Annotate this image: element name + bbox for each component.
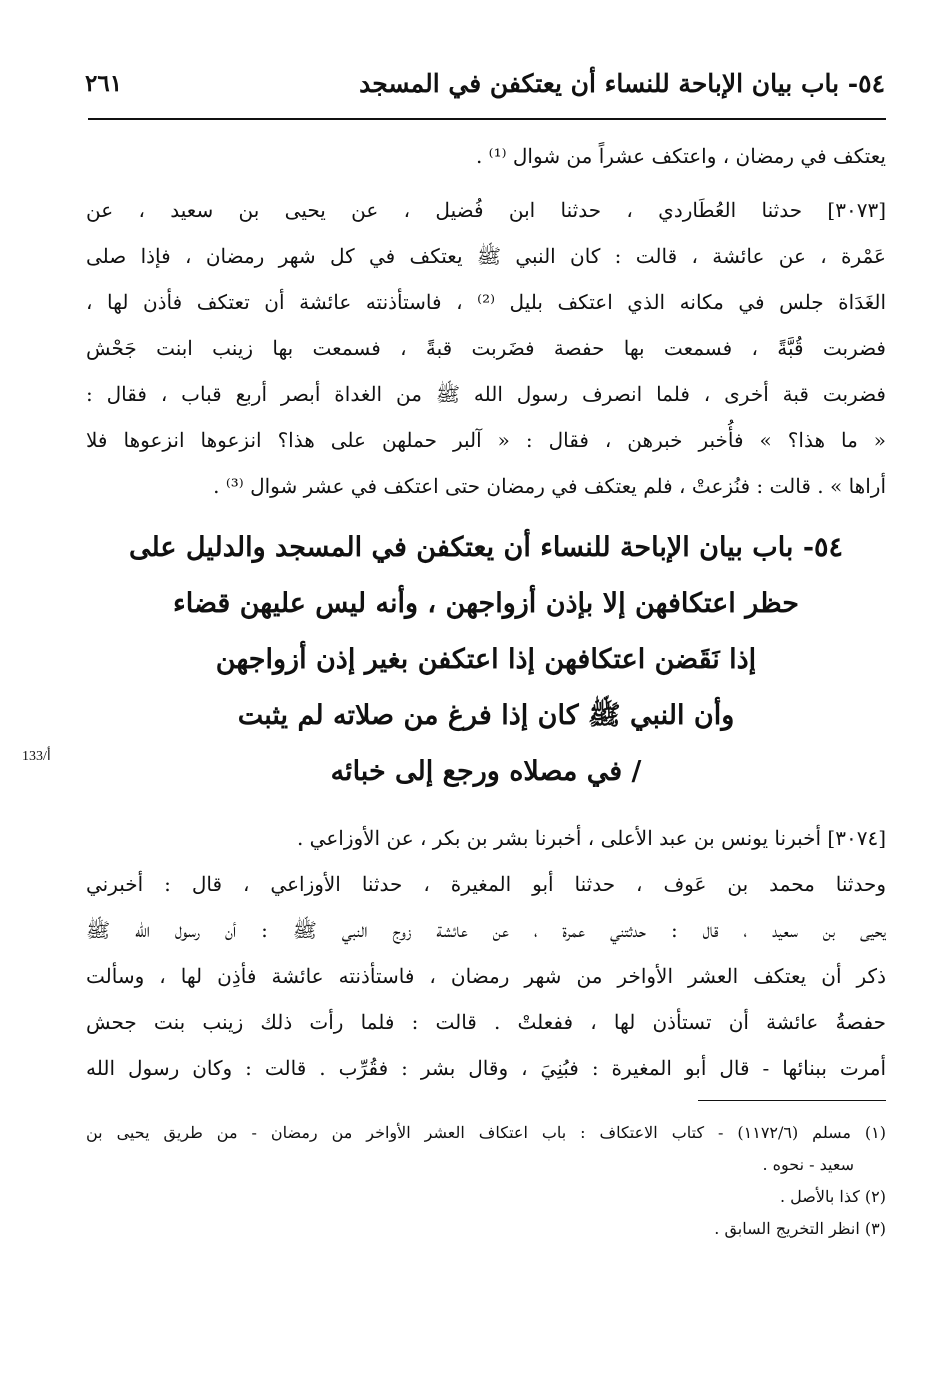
chapter-heading-line: وأن النبي ﷺ كان إذا فرغ من صلاته لم يثبت [237,700,735,731]
text-line: عَمْرة ، عن عائشة ، قالت : كان النبي ﷺ يعتكف في كل شهر رمضان ، فإذا صلى [86,244,886,268]
text-line: فضربت قُبَّةً ، فسمعت بها حفصة فضَربت قبةً ، فسمعت بها زينب ابنت جَحْش [86,336,886,360]
running-title: ٥٤- باب بيان الإباحة للنساء أن يعتكفن في المسجد [359,68,885,98]
footnote-3: (٣) انظر التخريج السابق . [714,1219,886,1238]
text-line: فضربت قبة أخرى ، فلما انصرف رسول الله ﷺ من الغداة أبصر أربع قباب ، فقال : [86,382,886,406]
page-header [85,60,885,106]
footnote-2: (٢) كذا بالأصل . [779,1187,886,1206]
text-line: يحيى بن سعيد ، قال : حدثتني عمرة ، عن عائشة زوج النبي ﷺ : أن رسول الله ﷺ [86,918,886,942]
text-line: يعتكف في رمضان ، واعتكف عشراً من شوال ⁽¹⁾ . [475,144,886,168]
text-line: وحدثنا محمد بن عَوف ، حدثنا أبو المغيرة ، حدثنا الأوزاعي ، قال : أخبرني [86,872,886,896]
text-line: « ما هذا؟ » فأُخبر خبرهن ، فقال : « آلبر حملهن على هذا؟ انزعوها انزعوها فلا [86,428,886,452]
text-line: أمرت ببنائها - قال أبو المغيرة : فبُنِيَ ، وقال بشر : فقُرِّب . قالت : وكان رسول الله [86,1056,886,1080]
footnote-1-continued: سعيد - نحوه . [762,1155,854,1174]
text-line: ذكر أن يعتكف العشر الأواخر من شهر رمضان ، فاستأذنته عائشة فأذِن لها ، وسألت [86,964,886,988]
text-line: الغَدَاة جلس في مكانه الذي اعتكف بليل ⁽²⁾ ، فاستأذنته عائشة أن تعتكف فأذن لها ، [86,290,886,314]
text-line: حفصةُ عائشة أن تستأذن لها ، ففعلتْ . قالت : فلما رأت ذلك زينب بنت جحش [86,1010,886,1034]
chapter-heading-line: ٥٤- باب بيان الإباحة للنساء أن يعتكفن في المسجد والدليل على [128,532,844,563]
hadith-3074-line: [٣٠٧٤] أخبرنا يونس بن عبد الأعلى ، أخبرنا بشر بن بكر ، عن الأوزاعي . [296,826,886,850]
text-line: أراها » . قالت : فنُزعتْ ، فلم يعتكف في رمضان حتى اعتكف في عشر شوال ⁽³⁾ . [213,474,886,498]
chapter-heading-line: إذا نَقَضن اعتكافهن إذا اعتكفن بغير إذن أزواجهن [215,644,757,675]
chapter-heading-line: حظر اعتكافهن إلا بإذن أزواجهن ، وأنه ليس عليهن قضاء [173,588,799,619]
page-number: ٢٦١ [85,69,123,97]
footnote-rule [698,1100,886,1101]
hadith-3073-line: [٣٠٧٣] حدثنا العُطَاردي ، حدثنا ابن فُضيل ، عن يحيى بن سعيد ، عن [86,198,886,222]
manuscript-folio-reference: 133/أ [22,749,51,764]
chapter-heading-line: / في مصلاه ورجع إلى خبائه [330,756,642,787]
footnote-1: (١) مسلم (١١٧٢/٦) - كتاب الاعتكاف : باب اعتكاف العشر الأواخر من رمضان - من طريق يحيى بن [86,1123,886,1142]
header-rule [88,118,886,120]
